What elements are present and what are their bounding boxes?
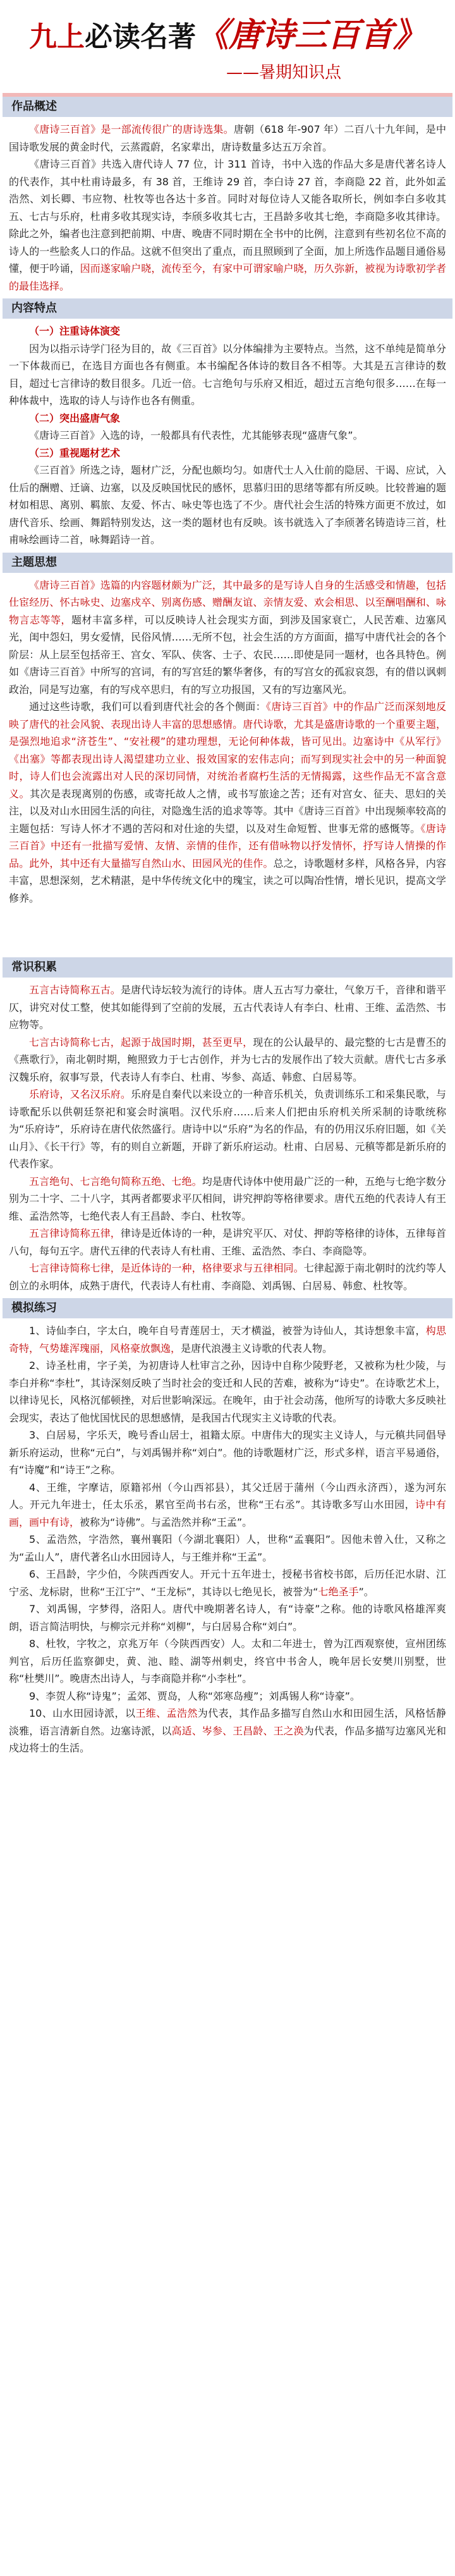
theme-highlight: 《唐诗三百首》中还有一批描写爱情、友情、亲情的佳作，还有借咏物以抒发情怀，抒写诗人情操的作品。此外，其中还有大量描写自然山水、田园风光的佳作。 xyxy=(9,822,446,869)
content-paragraph: 《唐诗三百首》入选的诗，一般都具有代表性，尤其能够表现“盛唐气象”。 xyxy=(29,429,363,441)
knowledge-text: 均是唐代诗体中使用最广泛的一种，五绝与七绝字数分别为二十字、二十八字，其两者都要求平仄相间，讲究押韵等格律要求。唐代五绝的代表诗人有王维、孟浩然等，七绝代表人有王昌龄、李白、杜牧等。 xyxy=(9,1175,446,1222)
page-title xyxy=(0,16,455,56)
theme-text: 即使是同一题材，也各具特色。例如《唐诗三百首》中所写的宫词，有的写宫廷的繁华奢侈，有的写宫女的孤寂哀怨，有的借以讽刺政治，同是写边塞，有的写戍卒思归，有的写立功报国，又有的写边塞风光。 xyxy=(9,648,446,696)
knowledge-paragraph xyxy=(9,1034,446,1086)
practice-item: 5、孟浩然，字浩然，襄州襄阳（今湖北襄阳）人，世称“孟襄阳”。因他未曾入仕，又称之为“孟山人”，唐代著名山水田园诗人，与王维并称“王孟”。 xyxy=(9,1533,446,1563)
section-theme-title: 主题思想 xyxy=(3,553,452,573)
knowledge-paragraph xyxy=(9,1086,446,1173)
practice-highlight: 王维、孟浩然 xyxy=(135,1707,198,1719)
knowledge-highlight: 乐府诗，又名汉乐府。 xyxy=(29,1088,131,1100)
title-category: 必读名著 xyxy=(84,21,196,53)
knowledge-highlight: 七言古诗简称七古，起源于战国时期，甚至更早， xyxy=(29,1036,253,1048)
content-subheading: （三）重视题材艺术 xyxy=(29,446,121,459)
practice-item xyxy=(9,1705,446,1757)
practice-text: 为代表，作品多描写边塞风光和戍边将士的生活。 xyxy=(9,1724,446,1754)
practice-highlight: 高适、岑参、王昌龄、王之涣 xyxy=(171,1724,304,1737)
knowledge-text: 现在的公认最早的、最完整的七古是曹丕的《燕歌行》，南北朝时期，鲍照致力于七古创作，并为七古的发展作出了较大贡献。唐代七古多承汉魏乐府，叙事写景，代表诗人有李白、杜甫、岑参、高适、韩愈、白居易等。 xyxy=(9,1036,446,1083)
spacer xyxy=(0,911,455,957)
practice-text: 4、王维，字摩诘，原籍祁州（今山西祁县），其父迁居于蒲州（今山西永济西），遂为河东人。开元九年进士，任太乐丞，累官至尚书右丞，世称“王右丞”。其诗歌多写山水田园， xyxy=(9,1481,446,1511)
theme-text: 总之，诗歌题材多样，风格各异，内容丰富，思想深刻，艺术精湛， xyxy=(9,857,446,886)
theme-paragraph xyxy=(9,577,446,699)
overview-text: 《唐诗三百首》共选入唐代诗人 77 位，计 311 首诗，书中入选的作品大多是唐代著名诗人的代表作，其中杜甫诗最多，有 38 首，王维诗 29 首，李白诗 27 首，李商隐 22 首，此外如孟浩然、刘长卿、韦应物、杜牧等也各达十多首。同时对每位诗人又能各取所长，例如李白多收其五、七古与乐府，杜甫多收其现实诗，李颀多收其七古，王昌龄多收其七绝，李商隐多收其律诗。除此之外，编者也注意到把前期、中唐、晚唐不同时期在全书中的比例，注意到有些初名位不高的诗人的一些脍炙人口的作品。这就不但突出了重点，而且照顾到了全面，加上所选作品题目通俗易懂，便于吟诵， xyxy=(9,158,446,274)
section-practice-title: 模拟练习 xyxy=(3,1298,452,1318)
practice-text: ”。 xyxy=(358,1585,374,1598)
practice-item xyxy=(9,1566,446,1600)
practice-item: 8、杜牧，字牧之，京兆万年（今陕西西安）人。太和二年进士，曾为江西观察使，宣州团练判官，后历任监察御史，黄、池、睦、湖等州刺史，终官中书舍人，晚年居长安樊川别墅，世称“杜樊川”。晚唐杰出诗人，与李商隐并称“小李杜”。 xyxy=(9,1638,446,1684)
practice-item: 7、刘禹锡，字梦得，洛阳人。唐代中晚期著名诗人，有“诗豪”之称。他的诗歌风格雄浑爽朗，语言简洁明快，与柳宗元并称“刘柳”，与白居易合称“刘白”。 xyxy=(9,1603,446,1633)
knowledge-paragraph xyxy=(9,981,446,1034)
knowledge-text: 七律起源于南北朝时的沈约等人创立的永明体，成熟于唐代，代表诗人有杜甫、李商隐、刘禹锡、白居易、韩愈、杜牧等。 xyxy=(9,1262,446,1292)
overview-paragraph xyxy=(9,156,446,295)
practice-highlight: 诗中有画，画中有诗， xyxy=(9,1499,446,1528)
practice-item: 2、诗圣杜甫，字子美，为初唐诗人杜审言之孙，因诗中自称少陵野老，又被称为杜少陵，与李白并称“李杜”，其诗深刻反映了当时社会的变迁和人民的苦难，被称为“诗史”。在诗歌艺术上，以律诗见长，风格沉郁顿挫，对后世影响深远。在晚年，由于社会动荡，他所写的诗歌大多反映社会现实，表达了他忧国忧民的思想感情，是我国古代现实主义诗歌的代表。 xyxy=(9,1359,446,1424)
section-overview-body xyxy=(0,117,455,298)
section-theme-body xyxy=(0,573,455,911)
practice-text: 1、诗仙李白，字太白，晚年自号青莲居士，天才横溢，被誉为诗仙人，其诗想象丰富， xyxy=(29,1325,426,1337)
practice-highlight: 七绝圣手 xyxy=(318,1585,359,1598)
overview-text: 唐朝（618 年-907 年）二百八十九年间，是中国诗歌发展的黄金时代，云蒸霞蔚，名家辈出，唐诗数量多达五万余首。 xyxy=(9,123,446,153)
practice-text: 10、山水田园诗派，以 xyxy=(29,1707,136,1719)
overview-highlight: 因而遂家喻户晓，流传至今，有家中可谓家喻户晓，历久弥新，被视为诗歌初学者的最佳选择。 xyxy=(9,262,446,292)
page-subtitle: ——暑期知识点 xyxy=(226,63,341,82)
overview-highlight: 《唐诗三百首》是一部流传很广的唐诗选集。 xyxy=(29,123,234,135)
theme-highlight: 《唐诗三百首》选篇的内容题材颇为广泛，其中最多的是写诗人自身的生活感受和情趣，包括仕宦经历、怀古咏史、边塞戍卒、别离伤感、赠酬友谊、亲情友爱、欢会相思、以至酬唱酬和、咏物言志等等， xyxy=(9,579,446,626)
knowledge-paragraph xyxy=(9,1260,446,1294)
section-content-body xyxy=(0,319,455,553)
theme-text: 其次是表现离别的伤感，或寄托故人之情，或书写旅途之苦；还有对宫女、征夫、思妇的关注，以及对山水田园生活的向往，对隐逸生活的追求等等。其中《唐诗三百首》中出现频率较高的主题包括：写诗人怀才不遇的苦闷和对仕途的失望，以及对生命短暂、世事无常的感慨等。 xyxy=(9,787,446,835)
knowledge-highlight: 五言绝句、七言绝句简称五绝、七绝。 xyxy=(29,1175,202,1187)
theme-text: 是中华传统文化中的瑰宝，读之可以陶冶性情，增长见识，提高文学修养。 xyxy=(9,874,446,904)
knowledge-highlight: 五言古诗简称五古。 xyxy=(29,984,121,996)
content-paragraph: 因为以指示诗学门径为目的，故《三百首》以分体编排为主要特点。当然，这不单纯是简单分一下体裁而已，在选目方面也各有侧重。本书编配各体诗的数目各不相等。大其是五言律诗的数目，超过七言律诗的数目很多。几近一倍。七言绝句与乐府又相近，超过五言绝句很多……在每一种体裁中，选取的诗人与诗作也各有侧重。 xyxy=(9,342,446,407)
section-overview-title: 作品概述 xyxy=(3,97,452,117)
title-book-name: 《唐诗三百首》 xyxy=(195,16,426,54)
section-knowledge-body xyxy=(0,978,455,1298)
practice-item: 3、白居易，字乐天，晚号香山居士，祖籍太原。中唐伟大的现实主义诗人，与元稹共同倡导新乐府运动，世称“元白”，与刘禹锡并称“刘白”。他的诗歌题材广泛，形式多样，语言平易通俗，有“诗魔”和“诗王”之称。 xyxy=(9,1429,446,1476)
knowledge-text: 是唐代诗坛较为流行的诗体。唐人五古写力豪壮，气象万千，音律和谐平仄，讲究对仗工整，使其如能得到了空前的发展，五古代表诗人有李白、杜甫、王维、孟浩然、韦应物等。 xyxy=(9,984,446,1031)
practice-item: 9、李贺人称“诗鬼”；孟郊、贾岛，人称“郊寒岛瘦”；刘禹锡人称“诗豪”。 xyxy=(29,1690,360,1702)
practice-item xyxy=(9,1479,446,1531)
practice-text: 被称为“诗佛”。与孟浩然并称“王孟”。 xyxy=(80,1516,253,1528)
practice-text: 为代表，其作品多描写自然山水和田园生活，风格恬静淡雅，语言清新自然。边塞诗派，以 xyxy=(9,1707,446,1737)
knowledge-highlight: 五言律诗简称五律， xyxy=(29,1227,121,1239)
practice-text: 是唐代浪漫主义诗歌的代表人物。 xyxy=(181,1342,333,1354)
theme-text: 通过这些诗歌，我们可以看到唐代社会的各个侧面： xyxy=(29,701,266,713)
title-grade: 九上 xyxy=(28,21,85,53)
content-subheading: （一）注重诗体演变 xyxy=(29,325,121,337)
content-subheading: （二）突出盛唐气象 xyxy=(29,412,121,424)
practice-text: 6、王昌龄，字少伯，今陕西西安人。开元十五年进士，授秘书省校书郎，后历任汜水尉、江宁丞、龙标尉，世称“王江宁”、“王龙标”，其诗以七绝见长，被誉为“ xyxy=(9,1568,446,1598)
section-content-title: 内容特点 xyxy=(3,298,452,319)
knowledge-paragraph xyxy=(9,1225,446,1260)
overview-paragraph xyxy=(9,121,446,156)
practice-item xyxy=(9,1322,446,1357)
theme-text: 题材丰富多样，可以反映诗人社会现实方面，到涉及国家衰亡，人民苦难、边塞风光，闺中怨妇，男女爱情，民俗风情……无所不包，社会生活的方方面面，描写中唐代社会的各个阶层：从上层至包括帝王、宫女、军队、侠客、士子、农民…… xyxy=(9,613,446,661)
knowledge-text: 乐府是自秦代以来设立的一种音乐机关，负责训练乐工和采集民歌，与诗歌配乐以供朝廷祭祀和宴会时演唱。汉代乐府……后来人们把由乐府机关所采制的诗歌统称为“乐府诗”，乐府诗在唐代依然盛行。唐诗中以“乐府”为名的作品，有的仍用汉乐府旧题，如《关山月》、《长干行》等，有的则自立新题，开辟了新乐府运动。杜甫、白居易、元稹等都是新乐府的代表作家。 xyxy=(9,1088,446,1170)
theme-highlight: 《唐诗三百首》中的作品广泛而深刻地反映了唐代的社会风貌、表现出诗人丰富的思想感情。唐代诗歌，尤其是盛唐诗歌的一个重要主题，是强烈地追求“济苍生”、“安社稷”的建功理想，无论何种体裁，皆可见出。边塞诗中《从军行》《出塞》等都表现出诗人渴望建功立业、报效国家的宏伟志向；而写到现实社会中的另一种面貌时，诗人们也会流露出对人民的深切同情，对统治者腐朽生活的无情揭露，这些作品无不富含意义。 xyxy=(9,701,446,800)
section-practice-body xyxy=(0,1318,455,1761)
knowledge-highlight: 七言律诗简称七律，是近体诗的一种，格律要求与五律相同。 xyxy=(29,1262,304,1274)
theme-paragraph xyxy=(9,698,446,907)
content-paragraph: 《三百首》所选之诗，题材广泛，分配也颇均匀。如唐代士人入仕前的隐居、干谒、应试，入仕后的酬赠、迁谪、边塞，以及反映国忧民的感怀，思慕归田的思绪等都有所反映。比较普遍的题材如相思、离别、羁旅、友爱、怀古、咏史等也选了不少。唐代社会生活的特殊方面更不放过，如唐代音乐、绘画、舞蹈特别发达，这一类的题材也有反映。该书就选入了李颀著名铸造诗三首，杜甫咏绘画诗二首，咏舞蹈诗一首。 xyxy=(9,464,446,546)
practice-highlight: 构思奇特，气势雄浑瑰丽，风格豪放飘逸， xyxy=(9,1325,446,1354)
knowledge-text: 律诗是近体诗的一种，是讲究平仄、对仗、押韵等格律的诗体，五律每首八句，每句五字。唐代五律的代表诗人有杜甫、王维、孟浩然、李白、李商隐等。 xyxy=(9,1227,446,1257)
section-knowledge-title: 常识积累 xyxy=(3,957,452,978)
knowledge-paragraph xyxy=(9,1173,446,1225)
